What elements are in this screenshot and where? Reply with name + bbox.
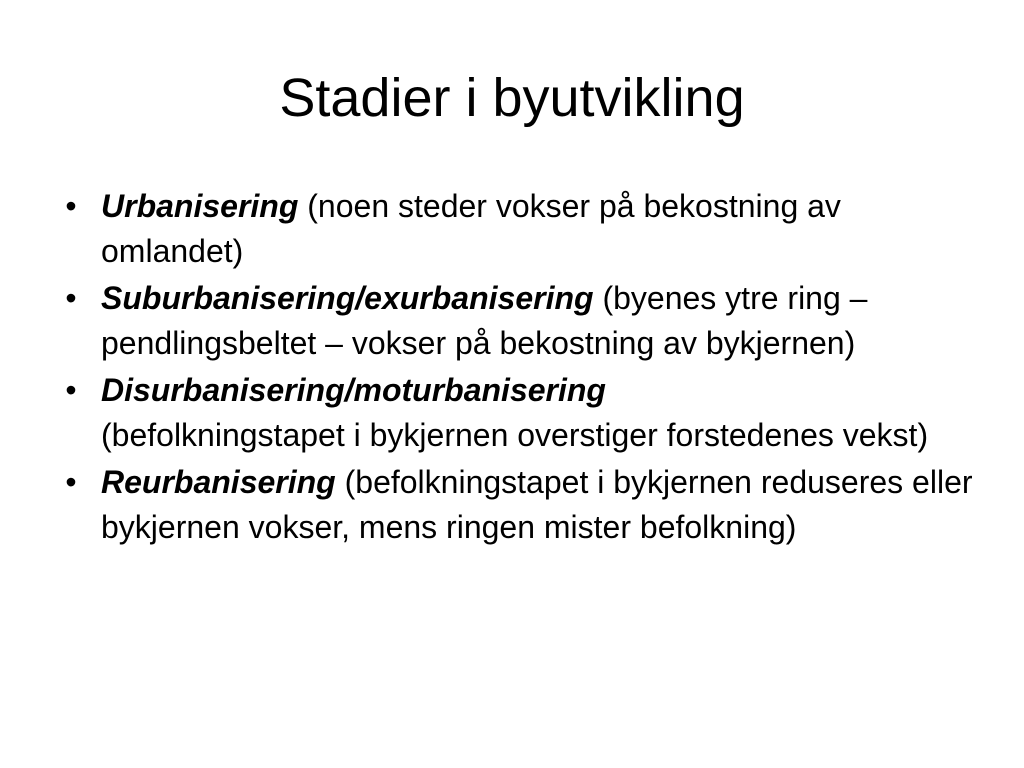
bullet-icon: • xyxy=(65,464,77,500)
bullet-list xyxy=(56,184,976,552)
bullet-description: (befolkningstapet i bykjernen overstiger forstedenes vekst) xyxy=(101,417,929,453)
bullet-item-urbanisering xyxy=(56,184,976,274)
bullet-icon: • xyxy=(65,280,77,316)
bullet-item-reurbanisering xyxy=(56,460,976,550)
bullet-icon: • xyxy=(65,372,77,408)
bullet-term: Reurbanisering xyxy=(101,464,336,500)
bullet-icon: • xyxy=(65,188,77,224)
bullet-description: (befolkningstapet i bykjernen reduseres eller bykjernen vokser, mens ringen mister befolkning) xyxy=(101,464,973,545)
bullet-term: Suburbanisering/exurbanisering xyxy=(101,280,594,316)
bullet-description: (noen steder vokser på bekostning av omlandet) xyxy=(101,188,841,269)
bullet-description: (byenes ytre ring – pendlingsbeltet – vokser på bekostning av bykjernen) xyxy=(101,280,868,361)
slide-title: Stadier i byutvikling xyxy=(279,68,745,128)
bullet-term: Disurbanisering/moturbanisering xyxy=(101,372,606,408)
bullet-term: Urbanisering xyxy=(101,188,299,224)
bullet-item-suburbanisering xyxy=(56,276,976,366)
bullet-item-disurbanisering xyxy=(56,368,976,458)
